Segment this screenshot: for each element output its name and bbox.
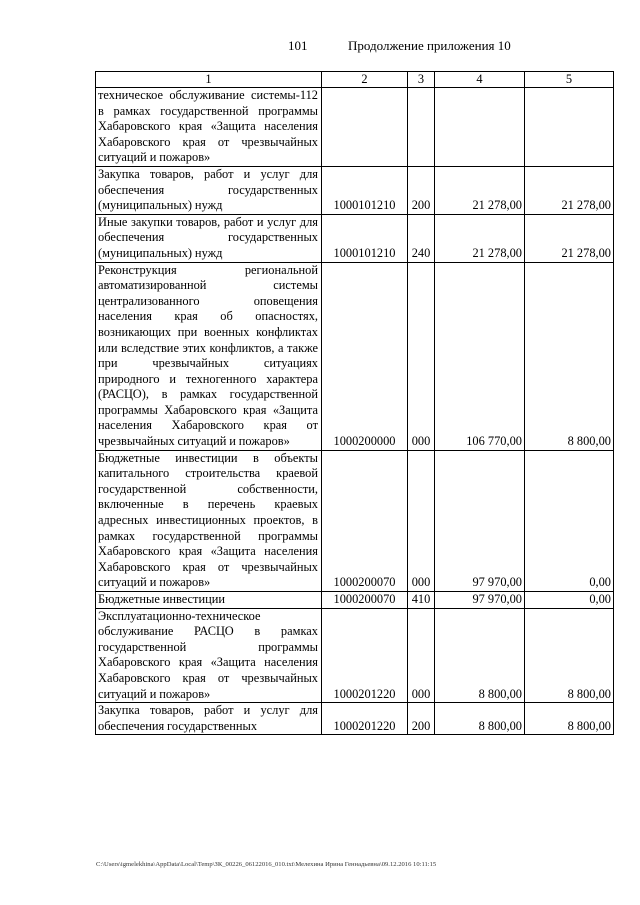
row-amount-col4: 97 970,00 <box>435 592 525 609</box>
row-amount-col4: 106 770,00 <box>435 262 525 450</box>
row-amount-col5: 8 800,00 <box>525 703 614 735</box>
row-target-code: 1000201220 <box>322 703 408 735</box>
row-amount-col4: 21 278,00 <box>435 166 525 214</box>
table-row <box>96 214 614 262</box>
table-header-row <box>96 72 614 88</box>
row-amount-col5: 8 800,00 <box>525 608 614 703</box>
row-target-code: 1000101210 <box>322 166 408 214</box>
row-description: Бюджетные инвестиции в объекты капитального строительства краевой государственной собственности, включенные в перечень краевых адресных инвестиционных проектов, в рамках государственной программы Хабаровского края «Защита населения Хабаровского края от чрезвычайных ситуаций и пожаров» <box>96 450 322 591</box>
row-description: Эксплуатационно-техническое обслуживание РАСЦО в рамках государственной программы Хабаровского края «Защита населения Хабаровского края от чрезвычайных ситуаций и пожаров» <box>96 608 322 703</box>
row-amount-col5: 0,00 <box>525 450 614 591</box>
column-header-5: 5 <box>525 72 614 88</box>
row-description: Закупка товаров, работ и услуг для обеспечения государственных <box>96 703 322 735</box>
row-amount-col4: 8 800,00 <box>435 608 525 703</box>
row-amount-col4 <box>435 88 525 167</box>
table-row <box>96 450 614 591</box>
column-header-3: 3 <box>408 72 435 88</box>
page-header <box>0 38 640 56</box>
row-expense-type: 200 <box>408 166 435 214</box>
row-expense-type: 200 <box>408 703 435 735</box>
row-amount-col4: 8 800,00 <box>435 703 525 735</box>
row-description: Иные закупки товаров, работ и услуг для обеспечения государственных (муниципальных) нужд <box>96 214 322 262</box>
row-target-code: 1000101210 <box>322 214 408 262</box>
column-header-4: 4 <box>435 72 525 88</box>
row-expense-type: 410 <box>408 592 435 609</box>
footer-file-path: C:\Users\igmelekhina\AppData\Local\Temp\ЗК_00226_06122016_010.txt\Мелехина Ирина Геннадьевна\09.12.2016 10:11:15 <box>96 861 437 868</box>
row-amount-col4: 97 970,00 <box>435 450 525 591</box>
continuation-title: Продолжение приложения 10 <box>348 38 511 53</box>
table-row <box>96 88 614 167</box>
column-header-1: 1 <box>96 72 322 88</box>
row-description: техническое обслуживание системы-112 в рамках государственной программы Хабаровского края «Защита населения Хабаровского края от чрезвычайных ситуаций и пожаров» <box>96 88 322 167</box>
row-description: Закупка товаров, работ и услуг для обеспечения государственных (муниципальных) нужд <box>96 166 322 214</box>
row-target-code: 1000200070 <box>322 450 408 591</box>
column-header-2: 2 <box>322 72 408 88</box>
row-expense-type: 000 <box>408 450 435 591</box>
row-expense-type: 000 <box>408 608 435 703</box>
row-target-code: 1000201220 <box>322 608 408 703</box>
row-target-code: 1000200000 <box>322 262 408 450</box>
row-amount-col5: 21 278,00 <box>525 166 614 214</box>
page-number: 101 <box>288 38 308 53</box>
row-expense-type: 000 <box>408 262 435 450</box>
row-expense-type: 240 <box>408 214 435 262</box>
row-amount-col5: 8 800,00 <box>525 262 614 450</box>
row-amount-col4: 21 278,00 <box>435 214 525 262</box>
table-row <box>96 608 614 703</box>
row-description: Реконструкция региональной автоматизированной системы централизованного оповещения населения края об опасностях, возникающих при военных конфликтах или вследствие этих конфликтов, а также при чрезвычайных ситуациях природного и техногенного характера (РАСЦО), в рамках государственной программы Хабаровского края «Защита населения Хабаровского края от чрезвычайных ситуаций и пожаров» <box>96 262 322 450</box>
row-target-code <box>322 88 408 167</box>
budget-table <box>95 71 614 735</box>
table-row <box>96 592 614 609</box>
row-amount-col5 <box>525 88 614 167</box>
row-amount-col5: 0,00 <box>525 592 614 609</box>
table-row <box>96 703 614 735</box>
row-description: Бюджетные инвестиции <box>96 592 322 609</box>
row-expense-type <box>408 88 435 167</box>
table-row <box>96 262 614 450</box>
table-row <box>96 166 614 214</box>
row-target-code: 1000200070 <box>322 592 408 609</box>
row-amount-col5: 21 278,00 <box>525 214 614 262</box>
